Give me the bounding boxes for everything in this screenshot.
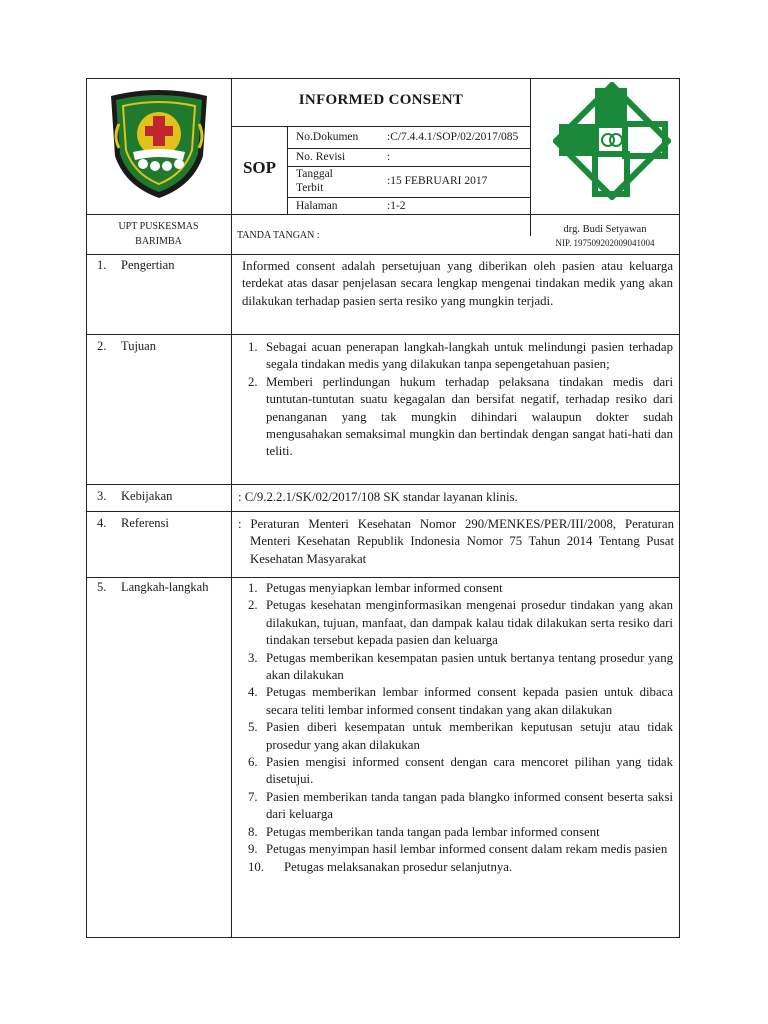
header-row-line — [86, 214, 680, 215]
list-item: 1. Sebagai acuan penerapan langkah-langkah untuk melindungi pasien terhadap segala tindakan medis yang dilakukan tanpa sepengetahuan pasien; — [248, 340, 673, 372]
section-5-number: 5. — [97, 580, 107, 594]
org-name-line2: BARIMBA — [135, 236, 182, 247]
list-item: 2. Petugas kesehatan menginformasikan mengenai prosedur tindakan yang akan dilakukan, tujuan, manfaat, dan dampak kalau tidak dilakukan serta resiko dari tindakan tersebut kepada pasien dan keluarga — [248, 598, 673, 648]
puskesmas-cross-logo — [553, 82, 671, 200]
org-name-line1: UPT PUSKESMAS — [118, 221, 199, 232]
document-title: INFORMED CONSENT — [298, 92, 464, 108]
section-2-list — [242, 339, 673, 461]
puskesmas-shield-logo — [103, 86, 215, 202]
signer-name: drg. Budi Setyawan — [563, 224, 647, 235]
list-item: 9. Petugas menyimpan hasil lembar informed consent dalam rekam medis pasien — [248, 842, 668, 857]
section-5-label: Langkah-langkah — [121, 580, 209, 594]
section-1-number: 1. — [97, 258, 107, 272]
field-value-tanggal-terbit: :15 FEBRUARI 2017 — [387, 175, 488, 187]
section-2-number: 2. — [97, 339, 107, 353]
list-item: 7. Pasien memberikan tanda tangan pada blangko informed consent beserta saksi dari keluarga — [248, 789, 673, 822]
list-item: 8. Petugas memberikan tanda tangan pada lembar informed consent — [248, 824, 600, 839]
header-divider-right — [530, 78, 531, 236]
section-line — [86, 577, 680, 578]
list-item: 6. Pasien mengisi informed consent dengan cara mencoret pilihan yang tidak disetujui. — [248, 755, 673, 787]
section-line — [86, 511, 680, 512]
field-value-halaman: :1-2 — [387, 200, 406, 212]
section-1-label: Pengertian — [121, 258, 175, 272]
sop-label: SOP — [242, 158, 277, 177]
section-4-number: 4. — [97, 516, 107, 530]
field-value-no-dokumen: :C/7.4.4.1/SOP/02/2017/085 — [387, 131, 519, 143]
list-item: 4. Petugas memberikan lembar informed consent kepada pasien untuk dibaca secara teliti lembar informed consent tindakan yang akan dilakukan — [248, 685, 673, 717]
field-label-halaman: Halaman — [296, 200, 338, 212]
section-3-text: : C/9.2.2.1/SK/02/2017/108 SK standar layanan klinis. — [238, 490, 518, 504]
header-bottom-line — [86, 254, 680, 255]
section-line — [86, 334, 680, 335]
column-divider — [231, 78, 232, 938]
signer-nip: NIP. 197509202009041004 — [555, 238, 655, 248]
field-label-tanggal-terbit: Tanggal Terbit — [296, 168, 333, 194]
section-line — [86, 484, 680, 485]
list-item: 1. Petugas menyiapkan lembar informed consent — [248, 581, 503, 595]
field-label-no-dokumen: No.Dokumen — [296, 131, 359, 143]
field-value-no-revisi: : — [387, 151, 391, 163]
section-5-list — [242, 580, 673, 876]
section-3-label: Kebijakan — [121, 489, 173, 503]
list-item: 5. Pasien diberi kesempatan untuk memberikan keputusan setuju atau tidak prosedur yang akan dilakukan — [248, 720, 673, 752]
section-1-text: Informed consent adalah persetujuan yang diberikan oleh pasien atau keluarga terdekat atas dasar penjelasan secara lengkap mengenai tindakan medik yang akan dilakukan terhadap pasien serta resiko yang mungkin terjadi. — [242, 259, 673, 308]
signature-label: TANDA TANGAN : — [237, 230, 320, 241]
sop-divider — [287, 126, 288, 214]
section-2-label: Tujuan — [121, 339, 156, 353]
meta-row-line — [287, 148, 530, 149]
title-divider — [231, 126, 530, 127]
list-item: 2. Memberi perlindungan hukum terhadap pelaksana tindakan medis dari tuntutan-tuntutan suatu kegagalan dan bersifat negatif, terhadap resiko dari penanganan yang tak mungkin dihindari walaupun dokter sudah mengusahakan semaksimal mungkin dan bertindak dengan sangat hati-hati dan teliti. — [248, 374, 673, 459]
meta-row-line — [287, 197, 530, 198]
list-item: 10. Petugas melaksanakan prosedur selanjutnya. — [248, 859, 513, 874]
section-4-text: : Peraturan Menteri Kesehatan Nomor 290/MENKES/PER/III/2008, Peraturan Menteri Kesehatan Republik Indonesia Nomor 75 Tahun 2014 Tentang Pusat Kesehatan Masyarakat — [238, 517, 674, 566]
section-3-number: 3. — [97, 489, 107, 503]
list-item: 3. Petugas memberikan kesempatan pasien untuk bertanya tentang prosedur yang akan dilakukan — [248, 650, 673, 683]
section-4-label: Referensi — [121, 516, 169, 530]
field-label-no-revisi: No. Revisi — [296, 151, 346, 163]
